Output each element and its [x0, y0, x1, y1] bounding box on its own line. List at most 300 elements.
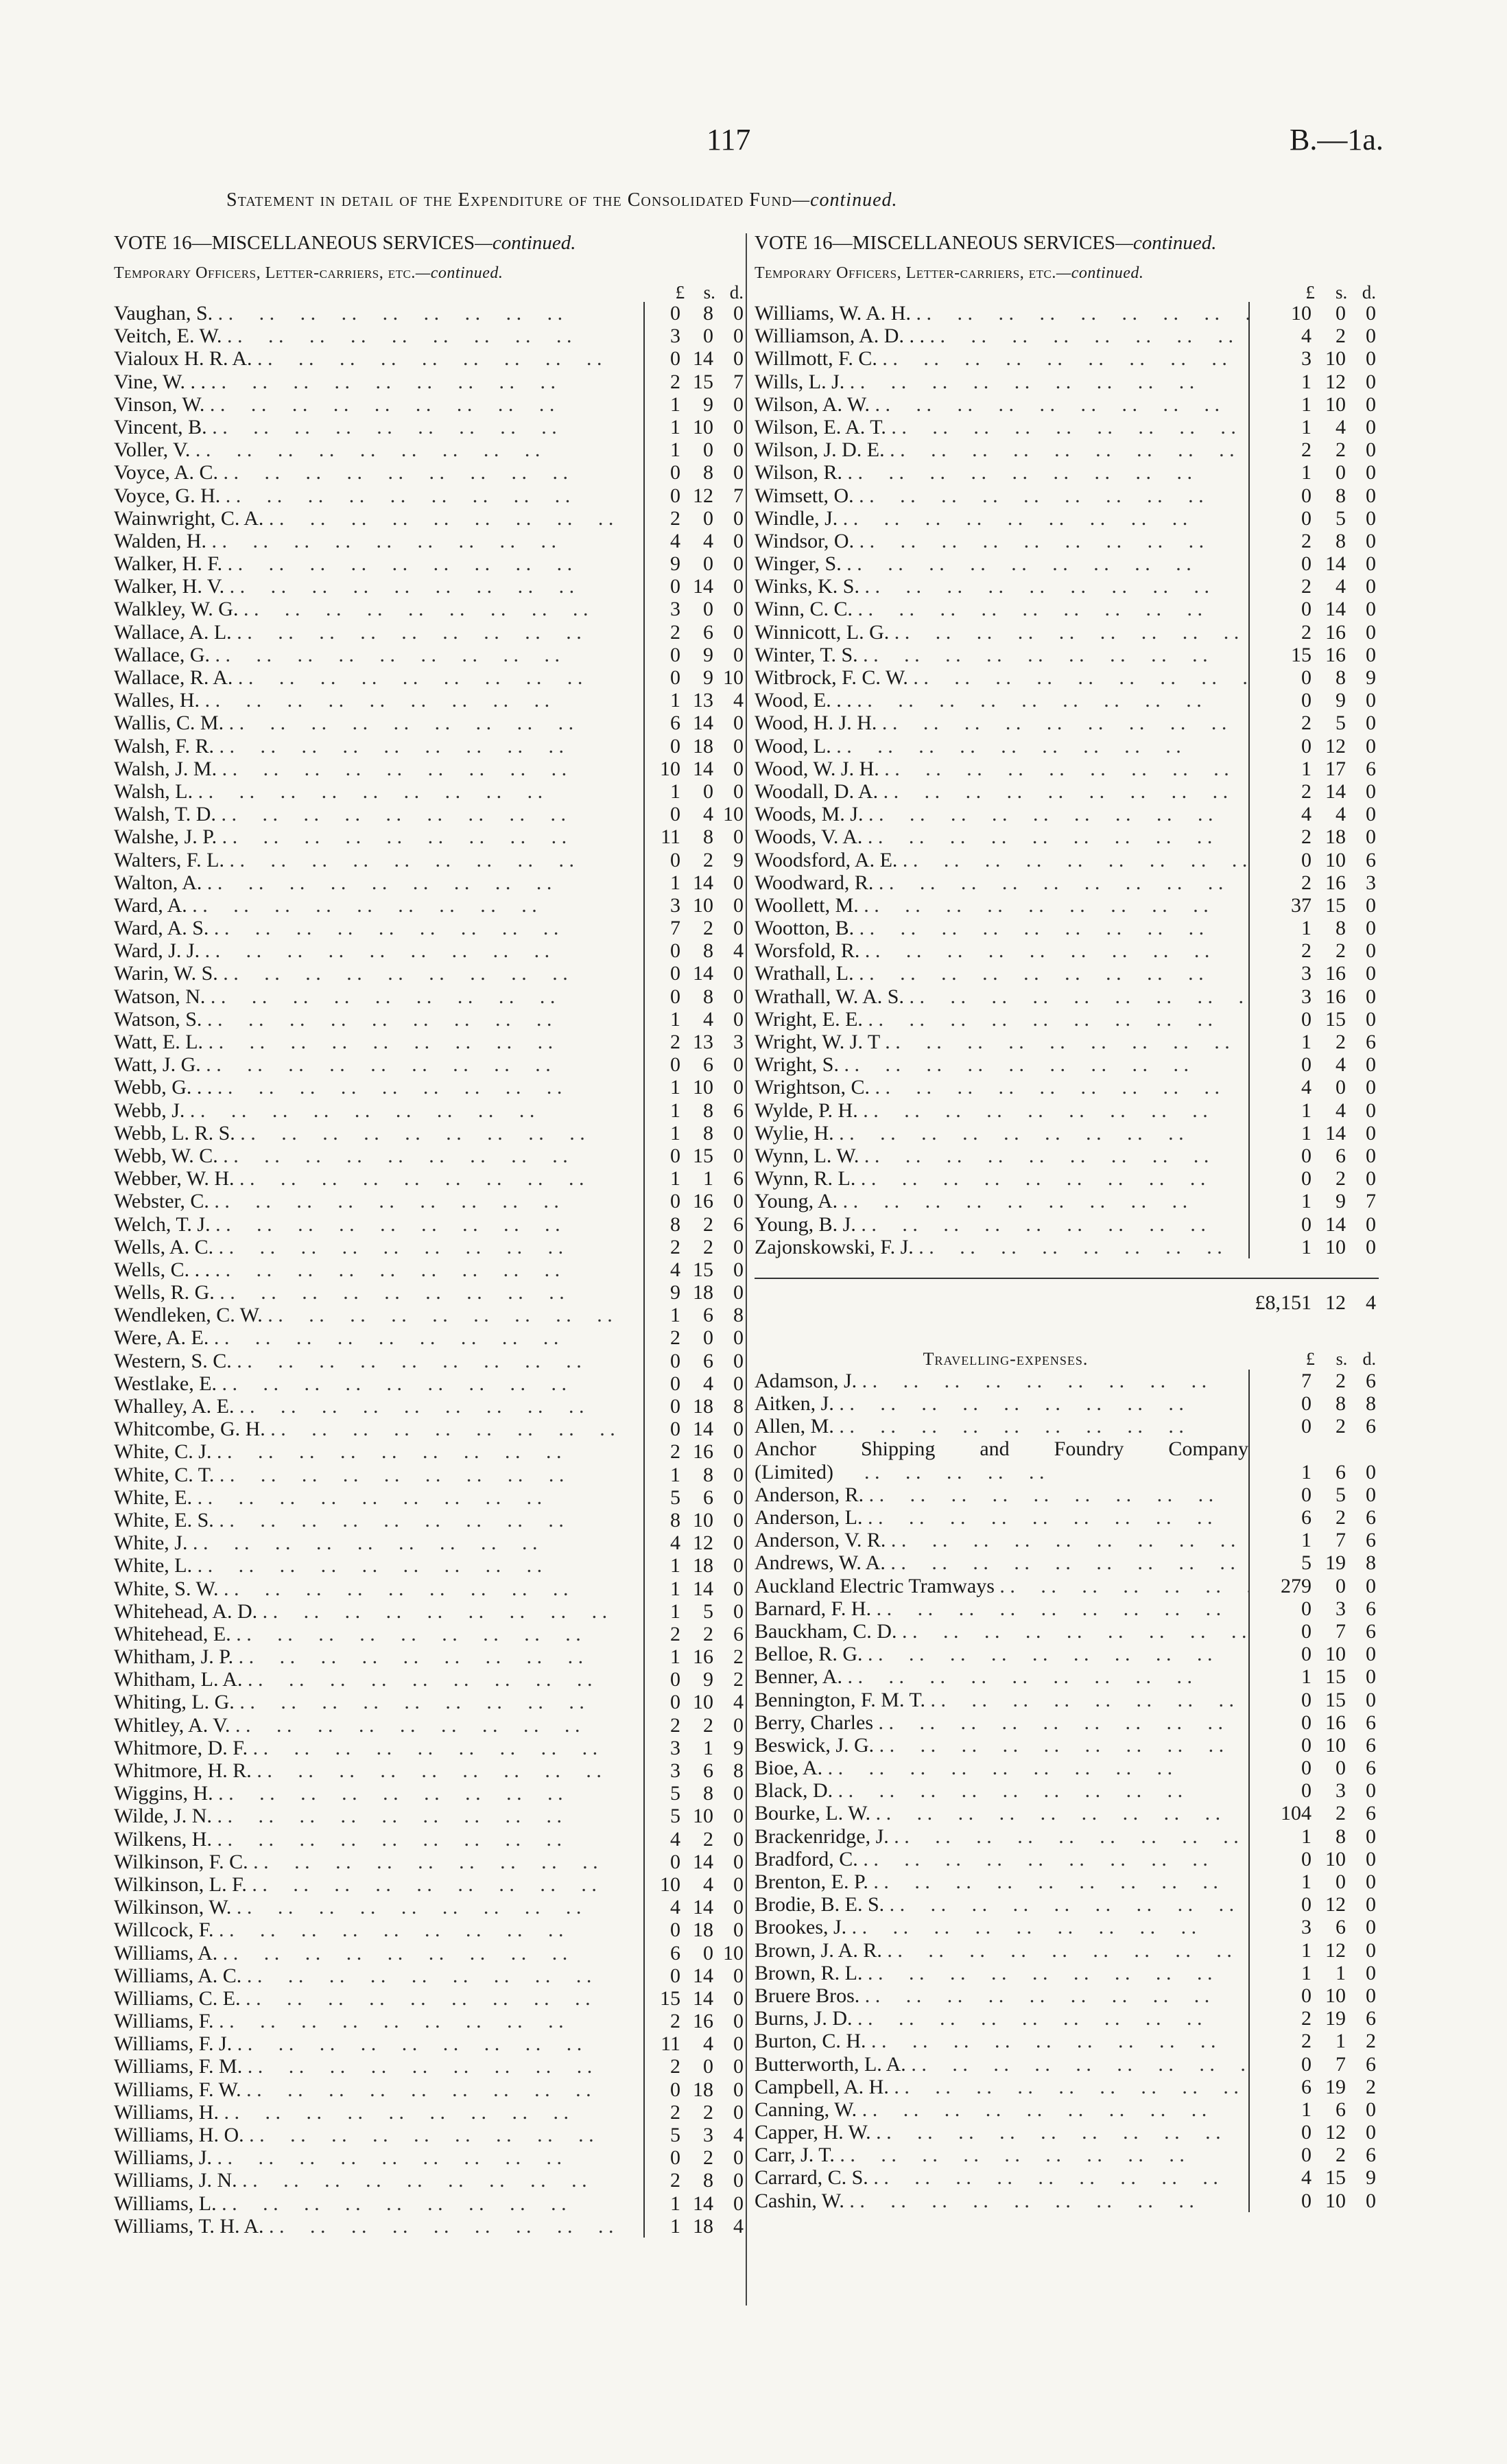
- page-number: 117: [707, 123, 751, 156]
- amount-pence: 0: [733, 871, 744, 894]
- entry-amount: [643, 1896, 746, 1919]
- entry-amount: [643, 371, 746, 393]
- table-row: [755, 644, 1379, 666]
- entry-name: Voyce, G. H. . .: [114, 484, 643, 507]
- entry-name: White, E. S. . .: [114, 1509, 643, 1532]
- amount-pence: 0: [1366, 438, 1376, 462]
- entry-name: Wallace, G. . .: [114, 644, 643, 666]
- amount-shillings: 9: [703, 643, 713, 666]
- entry-name: Voller, V. . .: [114, 438, 643, 461]
- entry-amount: [643, 1053, 746, 1076]
- table-row: [114, 1304, 746, 1326]
- entry-amount: [1248, 1213, 1379, 1236]
- entry-name: Wells, C. . . . .: [114, 1258, 643, 1281]
- entry-amount: [1248, 1757, 1379, 1779]
- amount-pounds: 6: [1301, 2075, 1312, 2098]
- entry-amount: [643, 552, 746, 575]
- amount-pence: 0: [1366, 2121, 1376, 2144]
- entry-name: Barnard, F. H. . .: [755, 1597, 1248, 1620]
- amount-pence: 6: [1366, 2052, 1376, 2076]
- amount-shillings: 12: [1325, 370, 1346, 393]
- amount-shillings: 6: [703, 620, 713, 644]
- entry-amount: [1248, 780, 1379, 803]
- amount-pounds: 3: [1301, 962, 1312, 985]
- entry-amount: [643, 1440, 746, 1463]
- entry-amount: [643, 1464, 746, 1486]
- table-row: [755, 1483, 1379, 1506]
- entry-amount: [1248, 644, 1379, 666]
- amount-pence: 8: [733, 1759, 744, 1782]
- amount-shillings: 19: [1325, 2075, 1346, 2098]
- amount-pounds: 1: [1301, 1870, 1312, 1894]
- entry-name: Bioe, A. . .: [755, 1757, 1248, 1779]
- entry-name: Woods, V. A. . .: [755, 825, 1248, 848]
- amount-pence: 0: [733, 1713, 744, 1737]
- entry-amount: [1248, 1031, 1379, 1053]
- entry-name: Walsh, J. M. . .: [114, 758, 643, 780]
- entry-amount: [1248, 985, 1379, 1008]
- table-row: [114, 371, 746, 393]
- amount-pounds: 3: [670, 1759, 680, 1782]
- unit-shillings: s.: [1336, 282, 1348, 303]
- amount-pounds: 1: [1301, 1121, 1312, 1145]
- amount-shillings: 4: [703, 1007, 713, 1031]
- amount-pence: 0: [1366, 825, 1376, 849]
- amount-shillings: 19: [1325, 1551, 1346, 1575]
- amount-pence: 0: [733, 1782, 744, 1805]
- amount-shillings: 18: [693, 1395, 713, 1418]
- amount-pounds: 2: [670, 1031, 680, 1053]
- table-row: [114, 962, 746, 985]
- entry-name: Williams, F. M. . .: [114, 2055, 643, 2078]
- entry-amount: [643, 871, 746, 894]
- table-row: [114, 552, 746, 575]
- amount-pounds: 2: [670, 2055, 680, 2078]
- entry-name: Williams, F. J. . .: [114, 2032, 643, 2055]
- amount-pence: 0: [1366, 2098, 1376, 2121]
- entry-amount: [643, 1691, 746, 1713]
- amount-pence: 0: [1366, 620, 1376, 644]
- table-row: [755, 1415, 1379, 1438]
- amount-pence: 0: [1366, 1099, 1376, 1122]
- amount-pence: 0: [733, 347, 744, 371]
- amount-pounds: 0: [670, 1919, 680, 1942]
- amount-shillings: 17: [1325, 757, 1346, 780]
- amount-pence: 0: [1366, 1688, 1376, 1711]
- amount-pence: 0: [733, 1850, 744, 1873]
- entry-name: Brodie, B. E. S. . .: [755, 1893, 1248, 1916]
- amount-shillings: 2: [703, 1622, 713, 1645]
- table-row: [755, 712, 1379, 734]
- amount-shillings: 0: [703, 779, 713, 803]
- table-row: [755, 1939, 1379, 1962]
- entry-amount: [643, 712, 746, 734]
- amount-pounds: 0: [670, 1850, 680, 1873]
- amount-pence: 0: [733, 2146, 744, 2170]
- table-row: [114, 1554, 746, 1577]
- entry-amount: [1248, 1779, 1379, 1802]
- table-row: [114, 461, 746, 484]
- entry-amount: [643, 484, 746, 507]
- amount-shillings: 0: [703, 1326, 713, 1350]
- table-row: [755, 1506, 1379, 1529]
- entry-amount: [643, 1236, 746, 1258]
- amount-shillings: 16: [1325, 962, 1346, 985]
- amount-shillings: 6: [1336, 1916, 1346, 1939]
- table-row: [114, 302, 746, 325]
- amount-pounds: 0: [670, 2078, 680, 2101]
- amount-pounds: 1: [1301, 757, 1312, 780]
- entry-amount: [643, 393, 746, 416]
- entry-amount: [643, 1008, 746, 1031]
- amount-shillings: 9: [1336, 1190, 1346, 1213]
- entry-amount: [1248, 1190, 1379, 1212]
- table-row: [755, 1870, 1379, 1893]
- right-column: [755, 232, 1379, 2212]
- amount-shillings: 1: [1336, 1961, 1346, 1984]
- amount-pounds: 8: [670, 1212, 680, 1236]
- entry-name: Canning, W. . .: [755, 2098, 1248, 2121]
- amount-pounds: 1: [1301, 415, 1312, 438]
- entry-name: Windle, J. . .: [755, 507, 1248, 530]
- entry-amount: [1248, 1236, 1379, 1258]
- entry-name: Walker, H. F. . .: [114, 552, 643, 575]
- table-row: [755, 1984, 1379, 2007]
- table-row: [114, 1486, 746, 1509]
- entry-name: Wilson, E. A. T. . .: [755, 416, 1248, 438]
- amount-pence: 0: [733, 325, 744, 348]
- amount-shillings: 0: [1336, 1076, 1346, 1099]
- amount-pence: 0: [733, 1873, 744, 1896]
- amount-shillings: 15: [693, 370, 713, 393]
- amount-pence: 10: [723, 1941, 744, 1964]
- amount-pence: 0: [733, 1599, 744, 1623]
- entry-name: Wrathall, L. . .: [755, 962, 1248, 985]
- amount-pence: 0: [1366, 803, 1376, 826]
- amount-pence: 0: [733, 1486, 744, 1509]
- amount-pounds: 5: [670, 2124, 680, 2146]
- amount-pence: 8: [733, 1304, 744, 1327]
- entry-amount: [643, 1486, 746, 1509]
- entry-name: White, L. . .: [114, 1554, 643, 1577]
- table-row: [114, 1031, 746, 1053]
- amount-pence: 0: [733, 1235, 744, 1258]
- amount-pounds: 10: [1291, 302, 1312, 325]
- entry-amount: [643, 1167, 746, 1190]
- amount-pence: 8: [1366, 1551, 1376, 1575]
- table-row: [755, 1167, 1379, 1190]
- entry-amount: [1248, 2098, 1379, 2121]
- table-row: [755, 507, 1379, 530]
- amount-shillings: 12: [693, 484, 713, 507]
- entry-amount: [1248, 735, 1379, 758]
- amount-pounds: 4: [1301, 325, 1312, 348]
- entry-name: Bennington, F. M. T. . .: [755, 1689, 1248, 1711]
- amount-pence: 0: [733, 825, 744, 849]
- title-continued: —continued.: [792, 189, 898, 211]
- entry-amount: [643, 1509, 746, 1532]
- table-row: [755, 325, 1379, 347]
- table-row: [114, 803, 746, 825]
- amount-shillings: 10: [1325, 1643, 1346, 1666]
- amount-shillings: 8: [703, 302, 713, 325]
- amount-pence: 0: [733, 1121, 744, 1145]
- amount-pounds: 0: [1301, 1483, 1312, 1506]
- amount-pounds: 0: [670, 734, 680, 758]
- amount-pence: 0: [1366, 939, 1376, 963]
- table-row: [114, 735, 746, 758]
- table-row: [755, 894, 1379, 917]
- table-row: [755, 1620, 1379, 1643]
- table-row: [114, 917, 746, 939]
- entry-amount: [643, 1828, 746, 1851]
- amount-pounds: 0: [1301, 1212, 1312, 1236]
- table-row: [755, 1031, 1379, 1053]
- entry-amount: [1248, 1415, 1379, 1438]
- amount-pounds: 11: [661, 2032, 680, 2056]
- entry-amount: [643, 2169, 746, 2192]
- amount-shillings: 14: [693, 1964, 713, 1987]
- table-row: [114, 1851, 746, 1873]
- amount-shillings: 16: [693, 1645, 713, 1669]
- amount-pence: 0: [733, 2055, 744, 2078]
- table-row: [114, 575, 746, 598]
- amount-pence: 0: [733, 1190, 744, 1213]
- entry-amount: [643, 1532, 746, 1554]
- entry-name: Watt, E. L. . .: [114, 1031, 643, 1053]
- entry-name: Wallis, C. M. . .: [114, 712, 643, 734]
- amount-shillings: 8: [1336, 1824, 1346, 1848]
- amount-pounds: 0: [670, 939, 680, 963]
- amount-pounds: 4: [1301, 1076, 1312, 1099]
- table-row: [114, 1395, 746, 1418]
- table-row: [114, 825, 746, 848]
- table-row: [755, 2190, 1379, 2212]
- amount-pence: 0: [733, 1508, 744, 1532]
- entry-amount: [1248, 962, 1379, 985]
- amount-pounds: 2: [670, 620, 680, 644]
- amount-pounds: 0: [1301, 734, 1312, 758]
- amount-pence: 0: [1366, 1235, 1376, 1258]
- entry-amount: [1248, 1848, 1379, 1870]
- entry-amount: [643, 2032, 746, 2055]
- amount-pence: 6: [1366, 1757, 1376, 1780]
- entry-amount: [1248, 1689, 1379, 1711]
- table-row: [755, 962, 1379, 985]
- entry-amount: [643, 1076, 746, 1099]
- entry-amount: [1248, 1893, 1379, 1916]
- entry-name: Bauckham, C. D. . .: [755, 1620, 1248, 1643]
- entry-amount: [1248, 2144, 1379, 2166]
- entry-name: Winks, K. S. . .: [755, 575, 1248, 598]
- table-row: [114, 1714, 746, 1737]
- amount-shillings: 0: [703, 438, 713, 462]
- amount-pounds: 1: [670, 689, 680, 712]
- table-row: [755, 461, 1379, 484]
- right-subheading-text: Temporary Officers, Letter-carriers, etc.: [755, 264, 1056, 282]
- amount-shillings: 3: [1336, 1597, 1346, 1620]
- amount-pounds: 0: [670, 1668, 680, 1691]
- entry-name: Ward, A. S. . .: [114, 917, 643, 939]
- table-row: [114, 2101, 746, 2124]
- entry-name: Williams, J. N. . .: [114, 2169, 643, 2192]
- amount-pounds: 0: [1301, 2189, 1312, 2212]
- entry-name: Whitmore, H. R. . .: [114, 1759, 643, 1782]
- amount-shillings: 18: [693, 1919, 713, 1942]
- table-row: [114, 939, 746, 962]
- amount-pounds: 0: [1301, 848, 1312, 871]
- table-row: [114, 985, 746, 1008]
- entry-amount: [643, 1714, 746, 1737]
- amount-pence: 6: [1366, 1529, 1376, 1552]
- table-row: [755, 416, 1379, 438]
- amount-shillings: 14: [693, 347, 713, 371]
- entry-amount: [1248, 598, 1379, 620]
- entry-amount: [643, 1395, 746, 1418]
- amount-shillings: 5: [1336, 506, 1346, 530]
- amount-shillings: 2: [1336, 1802, 1346, 1825]
- entry-name: Ward, A. . .: [114, 894, 643, 917]
- amount-pounds: 4: [670, 1532, 680, 1555]
- amount-pence: 0: [733, 1532, 744, 1555]
- amount-shillings: 4: [1336, 575, 1346, 598]
- amount-pence: 0: [1366, 1053, 1376, 1077]
- amount-pence: 0: [1366, 552, 1376, 576]
- entry-amount: [643, 1145, 746, 1167]
- amount-shillings: 14: [1325, 552, 1346, 576]
- entry-name: Woodward, R. . .: [755, 871, 1248, 894]
- amount-pence: 8: [733, 1395, 744, 1418]
- entry-amount: [643, 1623, 746, 1645]
- entry-amount: [1248, 2121, 1379, 2144]
- amount-pounds: 0: [1301, 2121, 1312, 2144]
- amount-pounds: 0: [670, 666, 680, 689]
- entry-name: Witbrock, F. C. W. . .: [755, 666, 1248, 689]
- entry-name: Wrathall, W. A. S. . .: [755, 985, 1248, 1008]
- entry-amount: [1248, 461, 1379, 484]
- amount-pounds: 4: [670, 1827, 680, 1851]
- entry-name: Were, A. E. . .: [114, 1326, 643, 1349]
- table-row: [755, 1190, 1379, 1212]
- amount-pounds: 7: [670, 917, 680, 940]
- amount-shillings: 18: [693, 2078, 713, 2101]
- amount-shillings: 6: [703, 1304, 713, 1327]
- amount-pounds: 0: [670, 985, 680, 1008]
- amount-pounds: 2: [670, 1235, 680, 1258]
- table-row: [114, 894, 746, 917]
- title-main: Statement in detail of the Expenditure of the Consolidated Fund: [226, 189, 793, 211]
- amount-pence: 0: [733, 461, 744, 484]
- table-row: [755, 1597, 1379, 1620]
- entry-amount: [1248, 302, 1379, 325]
- amount-pence: 4: [733, 689, 744, 712]
- table-row: [755, 552, 1379, 575]
- entry-amount: [643, 1759, 746, 1782]
- entry-name: Williams, C. E. . .: [114, 1987, 643, 2010]
- entry-amount: [643, 1919, 746, 1941]
- entry-name: Williams, J. . .: [114, 2146, 643, 2169]
- amount-pounds: 0: [1301, 506, 1312, 530]
- amount-shillings: 8: [1336, 1392, 1346, 1416]
- amount-pence: 6: [1366, 2007, 1376, 2030]
- table-row: [755, 803, 1379, 825]
- left-vote-heading: [114, 232, 746, 255]
- table-row: [114, 1281, 746, 1304]
- amount-shillings: 9: [703, 392, 713, 416]
- amount-pence: 0: [733, 2192, 744, 2215]
- amount-shillings: 14: [1325, 598, 1346, 621]
- table-row: [114, 849, 746, 871]
- amount-pounds: 0: [1301, 598, 1312, 621]
- entry-amount: [643, 2055, 746, 2078]
- table-row: [755, 758, 1379, 780]
- entry-name: Williams, A. . .: [114, 1942, 643, 1964]
- amount-pence: 9: [1366, 2166, 1376, 2190]
- amount-pounds: 0: [670, 1964, 680, 1987]
- amount-shillings: 2: [703, 848, 713, 871]
- entry-name: Whitehead, A. D. . .: [114, 1600, 643, 1623]
- amount-shillings: 7: [1336, 1619, 1346, 1643]
- entry-amount: [1248, 2007, 1379, 2030]
- amount-pounds: 11: [661, 825, 680, 849]
- amount-pounds: 1: [1301, 1460, 1312, 1483]
- amount-shillings: 0: [1336, 461, 1346, 484]
- entry-name: Bourke, L. W. . .: [755, 1802, 1248, 1824]
- entry-name: Whitham, L. A. . .: [114, 1668, 643, 1691]
- entry-amount: [643, 689, 746, 712]
- amount-pounds: 4: [1301, 803, 1312, 826]
- amount-shillings: 8: [703, 825, 713, 849]
- amount-shillings: 4: [1336, 803, 1346, 826]
- amount-shillings: 15: [693, 1258, 713, 1281]
- amount-shillings: 10: [693, 415, 713, 438]
- entry-name: Whiting, L. G. . .: [114, 1691, 643, 1713]
- table-row: [114, 1668, 746, 1691]
- amount-pence: 0: [1366, 325, 1376, 348]
- amount-pounds: 5: [1301, 1551, 1312, 1575]
- entry-amount: [643, 347, 746, 370]
- amount-pounds: 3: [670, 325, 680, 348]
- entry-name: Young, B. J. . .: [755, 1213, 1248, 1236]
- table-row: [755, 1008, 1379, 1031]
- entry-name: Brenton, E. P. . .: [755, 1870, 1248, 1893]
- amount-shillings: 0: [1336, 1757, 1346, 1780]
- amount-shillings: 3: [703, 2124, 713, 2146]
- amount-pence: 0: [1366, 1144, 1376, 1167]
- entry-name: Carrard, C. S. . .: [755, 2166, 1248, 2189]
- page-reference: B.—1a.: [1290, 123, 1384, 156]
- amount-shillings: 8: [1336, 484, 1346, 507]
- amount-shillings: 14: [1325, 1212, 1346, 1236]
- entry-name: Williams, F. . .: [114, 2010, 643, 2032]
- entry-name: Willcock, F. . .: [114, 1919, 643, 1941]
- amount-pence: 9: [1366, 666, 1376, 689]
- entry-name: Wiggins, H. . .: [114, 1782, 643, 1805]
- amount-shillings: 14: [693, 962, 713, 985]
- amount-shillings: 18: [693, 2214, 713, 2238]
- table-row: [114, 1577, 746, 1600]
- right-vote-continued: —continued.: [1115, 232, 1217, 254]
- table-row: [114, 1418, 746, 1440]
- amount-shillings: 4: [703, 529, 713, 552]
- wrapped-line-1: Anchor Shipping and Foundry Company: [755, 1438, 1248, 1461]
- amount-shillings: 14: [693, 1850, 713, 1873]
- right-entries: [755, 302, 1379, 1258]
- table-row: [114, 1896, 746, 1919]
- entry-amount: [643, 1873, 746, 1896]
- table-row: [114, 2169, 746, 2192]
- left-column: [114, 232, 746, 2238]
